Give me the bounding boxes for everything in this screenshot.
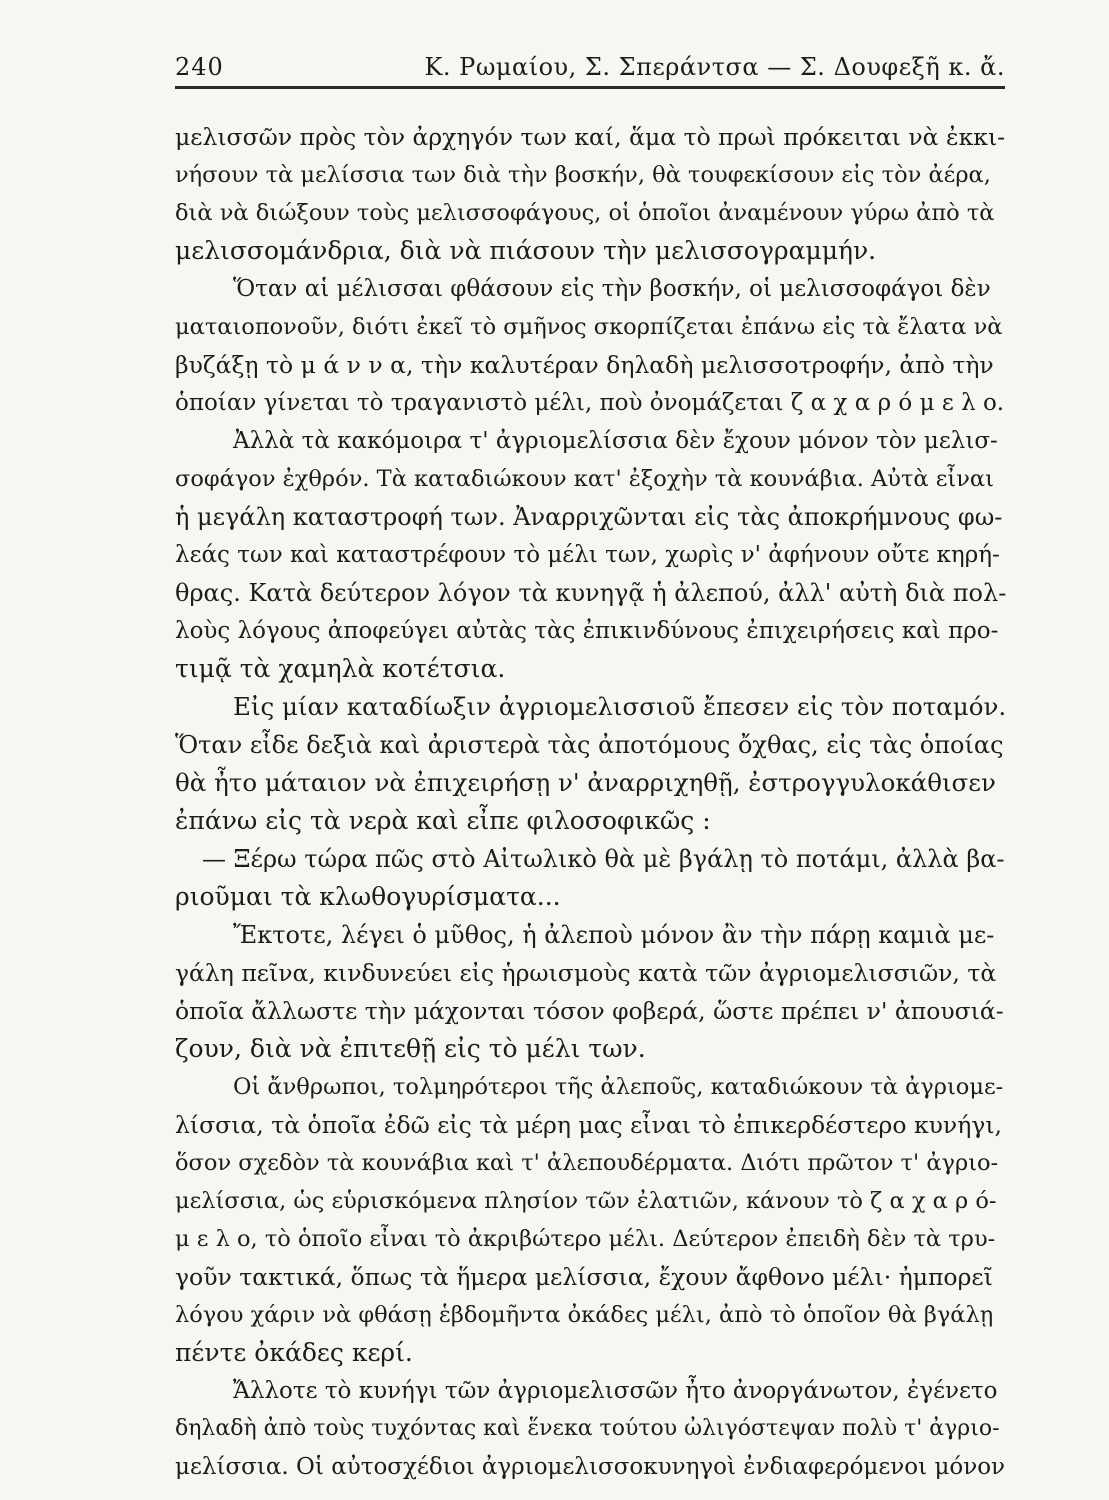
text-line: Ἀλλὰ τὰ κακόμοιρα τ' ἀγριομελίσσια δὲν ἔχουν μόνον τὸν μελισ- xyxy=(233,428,998,454)
header-title: Κ. Ρωμαίου, Σ. Σπεράντσα — Σ. Δουφεξῆ κ. ἄ. xyxy=(424,53,1005,81)
text-line: Ὅταν αἱ μέλισσαι φθάσουν εἰς τὴν βοσκήν, οἱ μελισσοφάγοι δὲν xyxy=(233,276,991,302)
text-line: ὁποίαν γίνεται τὸ τραγανιστὸ μέλι, ποὺ ὀνομάζεται ζ α χ α ρ ό μ ε λ ο. xyxy=(175,390,1005,416)
text-line: λίσσια, τὰ ὁποῖα ἐδῶ εἰς τὰ μέρη μας εἶναι τὸ ἐπικερδέστερο κυνήγι, xyxy=(175,1111,1003,1139)
text-line: μελισσομάνδρια, διὰ νὰ πιάσουν τὴν μελισσογραμμήν. xyxy=(175,236,877,265)
body-text xyxy=(175,118,1005,1486)
text-line: γάλη πεῖνα, κινδυνεύει εἰς ἡρωισμοὺς κατὰ τῶν ἀγριομελισσιῶν, τὰ xyxy=(175,959,997,987)
text-line: γοῦν τακτικά, ὅπως τὰ ἥμερα μελίσσια, ἔχουν ἄφθονο μέλι· ἠμπορεῖ xyxy=(175,1263,993,1291)
text-line: Ἔκτοτε, λέγει ὁ μῦθος, ἡ ἀλεποὺ μόνον ἂν τὴν πάρῃ καμιὰ με- xyxy=(233,921,995,949)
text-line: ἡ μεγάλη καταστροφή των. Ἀναρριχῶνται εἰς τὰς ἀποκρήμνους φω- xyxy=(175,503,1003,531)
text-line: θὰ ἦτο μάταιον νὰ ἐπιχειρήσῃ ν' ἀναρριχηθῇ, ἐστρογγυλοκάθισεν xyxy=(175,768,996,797)
page-number: 240 xyxy=(175,53,224,81)
running-head xyxy=(175,42,1005,82)
text-line: ζουν, διὰ νὰ ἐπιτεθῇ εἰς τὸ μέλι των. xyxy=(175,1034,646,1063)
text-line: μελισσῶν πρὸς τὸν ἀρχηγόν των καί, ἅμα τὸ πρωὶ πρόκειται νὰ ἐκκι- xyxy=(175,123,1006,151)
text-line: λόγου χάριν νὰ φθάσῃ ἑβδομῆντα ὀκάδες μέλι, ἀπὸ τὸ ὁποῖον θὰ βγάλῃ xyxy=(175,1302,994,1328)
text-line: δηλαδὴ ἀπὸ τοὺς τυχόντας καὶ ἕνεκα τούτου ὠλιγόστεψαν πολὺ τ' ἀγριο- xyxy=(175,1416,1000,1441)
text-line: λεάς των καὶ καταστρέφουν τὸ μέλι των, χωρὶς ν' ἀφήνουν οὔτε κηρή- xyxy=(175,542,1000,568)
text-line: ἐπάνω εἰς τὰ νερὰ καὶ εἶπε φιλοσοφικῶς : xyxy=(175,806,711,835)
text-line: σοφάγον ἐχθρόν. Τὰ καταδιώκουν κατ' ἐξοχὴν τὰ κουνάβια. Αὐτὰ εἶναι xyxy=(175,466,994,492)
text-line: τιμᾷ τὰ χαμηλὰ κοτέτσια. xyxy=(175,654,506,683)
text-line: πέντε ὀκάδες κερί. xyxy=(175,1338,413,1367)
text-line: Οἱ ἄνθρωποι, τολμηρότεροι τῆς ἀλεποῦς, καταδιώκουν τὰ ἀγριομε- xyxy=(233,1074,1004,1100)
text-line: ὁποῖα ἄλλωστε τὴν μάχονται τόσον φοβερά, ὥστε πρέπει ν' ἀπουσιά- xyxy=(175,997,1004,1025)
text-line: ριοῦμαι τὰ κλωθογυρίσματα... xyxy=(175,882,561,911)
text-line: λοὺς λόγους ἀποφεύγει αὐτὰς τὰς ἐπικινδύνους ἐπιχειρήσεις καὶ προ- xyxy=(175,618,999,644)
text-line: Εἰς μίαν καταδίωξιν ἀγριομελισσιοῦ ἔπεσεν εἰς τὸν ποταμόν. xyxy=(233,692,1007,721)
header-rule xyxy=(175,86,1005,89)
text-line: Ὅταν εἶδε δεξιὰ καὶ ἀριστερὰ τὰς ἀποτόμους ὄχθας, εἰς τὰς ὁποίας xyxy=(175,731,1004,759)
text-line: μ ε λ ο, τὸ ὁποῖο εἶναι τὸ ἀκριβώτερο μέλι. Δεύτερον ἐπειδὴ δὲν τὰ τρυ- xyxy=(175,1226,996,1252)
text-line: μελίσσια. Οἱ αὐτοσχέδιοι ἀγριομελισσοκυνηγοὶ ἐνδιαφερόμενοι μόνον xyxy=(175,1454,1006,1480)
text-line: διὰ νὰ διώξουν τοὺς μελισσοφάγους, οἱ ὁποῖοι ἀναμένουν γύρω ἀπὸ τὰ xyxy=(175,200,995,226)
text-line: — Ξέρω τώρα πῶς στὸ Αἰτωλικὸ θὰ μὲ βγάλῃ τὸ ποτάμι, ἀλλὰ βα- xyxy=(202,845,1005,873)
text-line: Ἄλλοτε τὸ κυνήγι τῶν ἀγριομελισσῶν ἦτο ἀνοργάνωτον, ἐγένετο xyxy=(233,1378,998,1404)
text-line: μελίσσια, ὡς εὑρισκόμενα πλησίον τῶν ἐλατιῶν, κάνουν τὸ ζ α χ α ρ ό- xyxy=(175,1188,997,1214)
text-line: ματαιοπονοῦν, διότι ἐκεῖ τὸ σμῆνος σκορπίζεται ἐπάνω εἰς τὰ ἔλατα νὰ xyxy=(175,314,1003,340)
text-line: θρας. Κατὰ δεύτερον λόγον τὰ κυνηγᾷ ἡ ἀλεπού, ἀλλ' αὐτὴ διὰ πολ- xyxy=(175,579,1007,607)
text-line: βυζάξῃ τὸ μ ά ν ν α, τὴν καλυτέραν δηλαδὴ μελισσοτροφήν, ἀπὸ τὴν xyxy=(175,351,994,379)
text-line: νήσουν τὰ μελίσσια των διὰ τὴν βοσκήν, θὰ τουφεκίσουν εἰς τὸν ἀέρα, xyxy=(175,162,991,188)
text-line: ὅσον σχεδὸν τὰ κουνάβια καὶ τ' ἀλεπουδέρματα. Διότι πρῶτον τ' ἀγριο- xyxy=(175,1150,999,1176)
